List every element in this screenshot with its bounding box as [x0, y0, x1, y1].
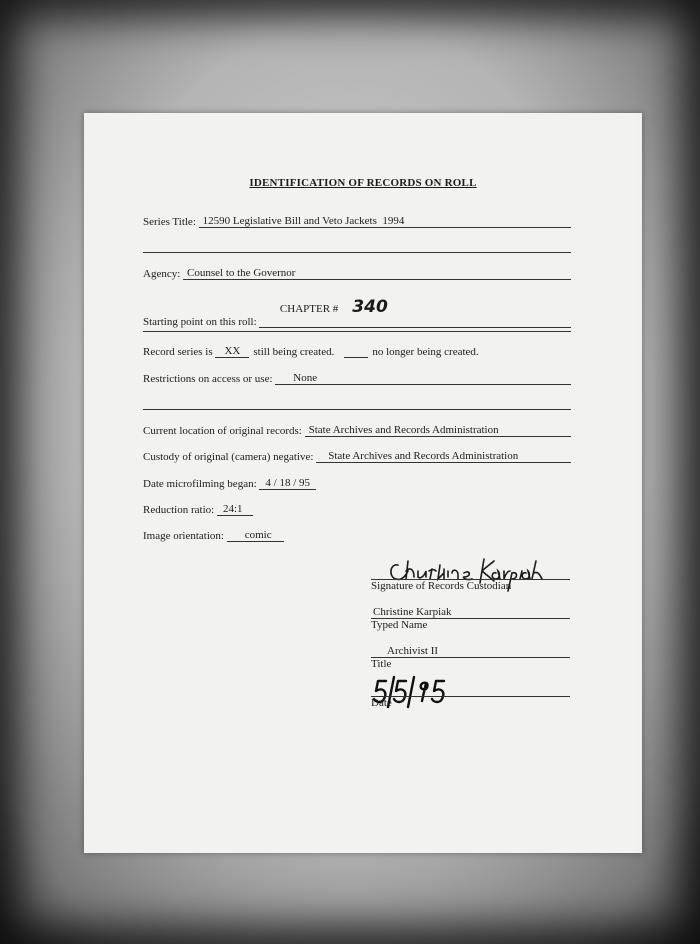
- typed-name-caption: Typed Name: [371, 619, 428, 631]
- reduction-row: [143, 503, 253, 516]
- restrictions-continuation-line: [143, 409, 571, 410]
- signature-caption: Signature of Records Custodian: [371, 580, 512, 592]
- series-title-value: 12590 Legislative Bill and Veto Jackets 1994: [199, 215, 571, 228]
- reduction-label: Reduction ratio:: [143, 504, 217, 516]
- no-longer-label: no longer being created.: [372, 346, 479, 358]
- form-title: IDENTIFICATION OF RECORDS ON ROLL: [249, 177, 477, 189]
- still-created-label: still being created.: [253, 346, 335, 358]
- agency-value: Counsel to the Governor: [183, 267, 571, 280]
- date-caption: Date: [371, 697, 392, 709]
- date-block: [371, 696, 570, 710]
- date-began-row: [143, 477, 316, 490]
- document-page: [84, 113, 642, 853]
- starting-point-continuation-line: [143, 331, 571, 332]
- no-longer-mark: [344, 357, 368, 358]
- title-block: [371, 645, 570, 671]
- custody-value: State Archives and Records Administration: [316, 450, 571, 463]
- title-value: Archivist II: [371, 645, 570, 658]
- series-title-label: Series Title:: [143, 216, 199, 228]
- date-began-label: Date microfilming began:: [143, 478, 260, 490]
- typed-name-block: [371, 606, 570, 632]
- orientation-label: Image orientation:: [143, 530, 227, 542]
- custody-row: [143, 450, 571, 463]
- chapter-number-handwritten: 340: [352, 297, 388, 317]
- restrictions-row: [143, 372, 571, 385]
- starting-point-row: [143, 289, 571, 328]
- orientation-row: [143, 529, 284, 542]
- date-began-value: 4 / 18 / 95: [259, 477, 316, 490]
- agency-row: [143, 267, 571, 280]
- record-series-label: Record series is: [143, 346, 216, 358]
- starting-point-label: Starting point on this roll:: [143, 316, 260, 328]
- current-location-row: [143, 424, 571, 437]
- title-caption: Title: [371, 658, 392, 670]
- agency-label: Agency:: [143, 268, 184, 280]
- starting-point-field: [259, 289, 571, 328]
- typed-name-value: Christine Karpiak: [371, 606, 570, 619]
- reduction-value: 24:1: [217, 503, 253, 516]
- restrictions-label: Restrictions on access or use:: [143, 373, 276, 385]
- current-location-label: Current location of original records:: [143, 425, 305, 437]
- series-title-continuation-line: [143, 252, 571, 253]
- orientation-value: comic: [227, 529, 284, 542]
- series-title-row: [143, 215, 571, 228]
- current-location-value: State Archives and Records Administration: [305, 424, 571, 437]
- restrictions-value: None: [275, 372, 571, 385]
- still-created-mark: XX: [215, 345, 249, 358]
- signature-block: [371, 579, 570, 593]
- custody-label: Custody of original (camera) negative:: [143, 451, 317, 463]
- starting-point-value: CHAPTER #: [279, 303, 339, 315]
- record-series-row: [143, 345, 479, 358]
